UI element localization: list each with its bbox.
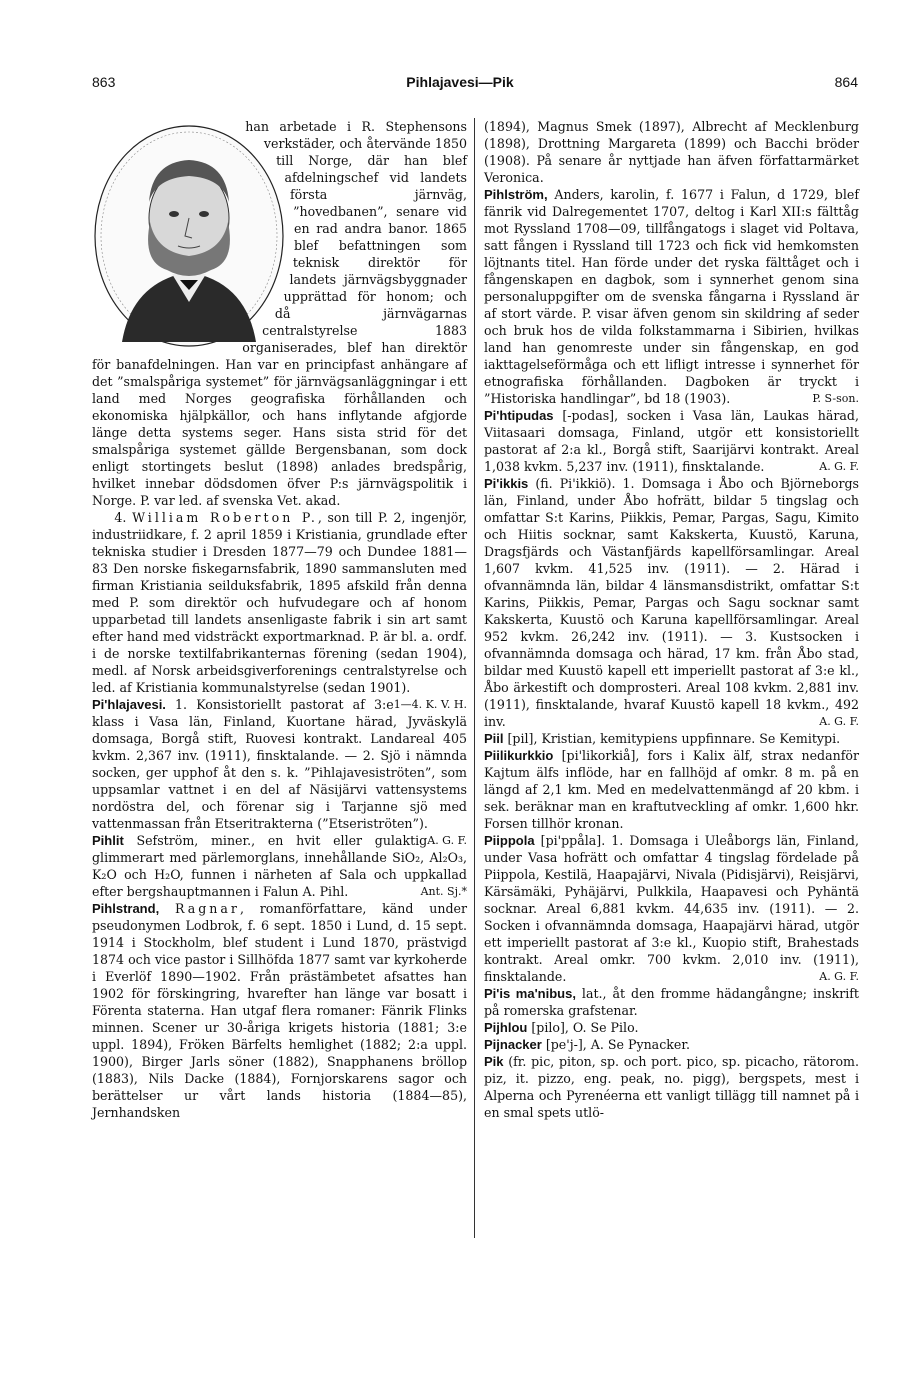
left-column — [92, 118, 467, 1121]
entry-text: [pi'likorkiå], fors i Kalix älf, strax nedanför Kajtum älfs inflöde, har en fallhöjd af omkr. 8 m. på en längd af 2,1 km. Med en medelvattenmängd af 20 kbm. i sek. beräknar man en kraftutveckling af omkr. 1,600 hkr. Forsen tillhör kronan. — [484, 748, 859, 831]
entry-headword: Piilikurkkio — [484, 748, 554, 763]
entry-number: 4. — [114, 510, 127, 525]
entry-pijhlou — [484, 1019, 859, 1036]
entry-headword: Pihlit — [92, 833, 124, 848]
entry-pijnacker — [484, 1036, 859, 1053]
entry-pik — [484, 1053, 859, 1121]
entry-headword: Pi'htipudas — [484, 408, 554, 423]
entry-signature: 1—4. K. V. H. — [393, 698, 467, 711]
entry-text: han arbetade i R. Stephensons verkstäder, och återvände 1850 till Norge, där han blef afdelningschef vid landets första järnväg, ”hovedbanen”, senare vid en rad andra banor. 1865 blef befattningen som teknisk direktör för landets järnvägsbyggnader upprättad för honom; och då järnvägarnas centralstyrelse 1883 organiserades, blef han direktör för banafdelningen. Han var en principfast anhängare af det ”smalspåriga systemet” för järnvägsanläggningar i ett land med Norges geografiska förhållanden och ekonomiska hjälpkällor, och hans inflytande afgjorde länge detta systems seger. Hans sista strid för det smalspåriga systemet gällde Bergensbanan, som dock enligt stortingets beslut (1898) anlades bredspårig, hvilket innebar dödsdomen öfver P:s järnvägspolitik i Norge. P. var led. af svenska Vet. akad. — [92, 119, 467, 508]
entry-text: (1894), Magnus Smek (1897), Albrecht af Mecklenburg (1898), Drottning Margareta (1899) och Bacchi bröder (1908). På senare år nyttjade han äfven författarmärket Veronica. — [484, 119, 859, 185]
entry-piis-manibus — [484, 985, 859, 1019]
entry-pihlstrand — [92, 900, 467, 1121]
entry-pihtipudas — [484, 407, 859, 475]
entry-signature: P. S-son. — [812, 392, 859, 405]
running-title: Pihlajavesi—Pik — [406, 74, 514, 90]
entry-text: [pi'ppåla]. 1. Domsaga i Uleåborgs län, Finland, under Vasa hofrätt och omfattar 4 tingslag fördelade på Piippola, Kestilä, Haapajärvi, Nivala (Pidisjärvi), Reisjärvi, Kärsämäki, Pyhäjärvi, Pulkkila, Haapavesi och Pyhäntä socknar. Areal 6,881 kvkm. 44,635 inv. (1911). — 2. Socken i ofvannämnda domsaga, Haapajärvi härad, utgör ett imperiellt pastorat af 3:e kl., Kuopio stift, Brahestads kontrakt. Areal omkr. 700 kvkm. 2,010 inv. (1911), finsktalande. — [484, 833, 859, 984]
entry-piil — [484, 730, 859, 747]
entry-headword: Pihlstrand, — [92, 901, 160, 916]
entry-pihlstrom — [484, 186, 859, 407]
entry-piippola — [484, 832, 859, 985]
column-divider — [474, 118, 475, 1238]
entry-text: Sefström, miner., en hvit eller gulaktig glimmerart med pärlemorglans, innehållande SiO₂, Al₂O₃, K₂O och H₂O, funnen i närheten af Sala och uppkallad efter bergshauptmannen i Falun A. Pihl. — [92, 833, 467, 899]
entry-signature: A. G. F. — [819, 715, 859, 728]
entry-signature: Ant. Sj.* — [420, 885, 467, 898]
right-column — [484, 118, 859, 1121]
entry-headword: Pi'hlajavesi. — [92, 697, 166, 712]
entry-text: , son till P. 2, ingenjör, industriidkare, f. 2 april 1859 i Kristiania, grundlade efter tekniska studier i Dresden 1877—79 och Dundee 1881—83 Den norske fiskegarnsfabrik, 1890 sammansluten med firman Kristiania seilduksfabrik, 1895 afskild från denna med P. som direktör och hufvudegare och af honom upparbetad till landets ansenligaste fabrik i sin art samt efter hand med vidsträckt exportmarknad. P. är bl. a. ordf. i de norske textilfabrikanternas förening (sedan 1904), medl. af Norsk arbeidsgiverforenings centralstyrelse och led. af Kristiania kommunalstyrelse (sedan 1901). — [92, 510, 467, 695]
entry-pihlit — [92, 832, 467, 900]
portrait-image — [92, 122, 286, 350]
entry-continuation — [92, 118, 467, 509]
entry-signature: A. G. F. — [819, 970, 859, 983]
entry-continuation — [484, 118, 859, 186]
entry-text: (fr. pic, piton, sp. och port. pico, sp. picacho, rätorom. piz, it. pizzo, eng. peak, no. pigg), bergspets, mest i Alperna och Pyrenéerna ett vanligt tillägg till namnet på i en smal spets utlö- — [484, 1054, 859, 1120]
entry-piikkis — [484, 475, 859, 730]
entry-text: [pe'j-], A. Se Pynacker. — [541, 1037, 690, 1052]
page-number-left: 863 — [92, 74, 116, 90]
entry-text: , romanförfattare, känd under pseudonymen Lodbrok, f. 6 sept. 1850 i Lund, d. 15 sept. 1914 i Stockholm, blef student i Lund 1870, prästvigd 1874 och vice pastor i Sillhöfda 1877 samt var kyrkoherde i Everlöf 1890—1902. Från prästämbetet afsattes han 1902 för förskingring, hvarefter han länge var bosatt i Förenta staterna. Han utgaf flera romaner: Fänrik Flinks minnen. Scener ur 30-åriga krigets historia (1881; 3:e uppl. 1894), Fröken Bärfelts hemlighet (1882; 2:a uppl. 1900), Birger Jarls söner (1882), Snapphanens bröllop (1883), Nils Dacke (1884), Fornjorskarens sagor och berättelser ur vårt lands historia (1884—85), Jernhandsken — [92, 901, 467, 1120]
entry-text: 1. Konsistoriellt pastorat af 3:e klass i Vasa län, Finland, Kuortane härad, Jyväskylä domsaga, Borgå stift, Ruovesi kontrakt. Landareal 405 kvkm. 2,367 inv. (1911), finsktalande. — 2. Sjö i nämnda socken, ger upphof åt den s. k. ”Pihlajavesiströten”, som uppsamlar vattnet i en del af Näsijärvi vattensystems nordöstra del, och förenar sig i Tarjanne sjö med vattenmassan från Etseritrakterna (”Etseriströten”). — [92, 697, 467, 831]
entry-headword: Piippola — [484, 833, 535, 848]
entry-text: Anders, karolin, f. 1677 i Falun, d 1729, blef fänrik vid Dalregementet 1707, deltog i Karl XII:s fälttåg mot Ryssland 1708—09, tillfångatogs i slaget vid Poltava, satt fången i Ryssland till 1723 och fick vid hemkomsten löjtnants titel. Han förde under det ryska fälttåget och i fångenskapen en dagbok, som i synnerhet genom sina personaluppgifter om de svenska fångarna i Ryssland är af stort värde. P. visar äfven genom sin skildring af seder och bruk hos de vilda folkstammarna i Sibirien, hvilkas land han genomreste under sin fångenskap, en god iakttagelseförmåga och ett lifligt intresse i synnerhet för etnografiska förhållanden. Dagboken är tryckt i ”Historiska handlingar”, bd 18 (1903). — [484, 187, 859, 406]
entry-text: [pil], Kristian, kemitypiens uppfinnare. Se Kemitypi. — [503, 731, 841, 746]
entry-headword: Pi'ikkis — [484, 476, 529, 491]
entry-signature: A. G. F. — [427, 834, 467, 847]
entry-text: lat., åt den fromme hädangångne; inskrift på romerska grafstenar. — [484, 986, 859, 1018]
entry-headword: Pi'is ma'nibus, — [484, 986, 576, 1001]
entry-headword: Pijhlou — [484, 1020, 528, 1035]
entry-headword: Pijnacker — [484, 1037, 542, 1052]
entry-headword: Pik — [484, 1054, 504, 1069]
entry-signature: A. G. F. — [819, 460, 859, 473]
entry-text: [-podas], socken i Vasa län, Laukas härad, Viitasaari domsaga, Finland, utgör ett konsistoriellt pastorat af 2:a kl., Borgå stift, Saarijärvi kontrakt. Areal 1,038 kvkm. 5,237 inv. (1911), finsktalande. — [484, 408, 859, 474]
entry-headword: Pihlström, — [484, 187, 548, 202]
entry-person-name: William Roberton P. — [132, 510, 318, 525]
page-number-right: 864 — [834, 74, 858, 90]
entry-text: [pilo], O. Se Pilo. — [527, 1020, 639, 1035]
page-header — [0, 74, 920, 94]
entry-text: (fi. Pi'ikkiö). 1. Domsaga i Åbo och Björneborgs län, Finland, under Åbo hofrätt, bildar 5 tingslag och omfattar S:t Karins, Piikkis, Pemar, Pargas, Sagu, Kimito och Hiitis socknar, samt Kakskerta, Kuustö, Karuna, Dragsfjärds och Västanfjärds kapellförsamlingar. Areal 1,607 kvkm. 41,525 inv. (1911). — 2. Härad i ofvannämnda län, bildar 4 länsmansdistrikt, omfattar S:t Karins, Piikkis, Pemar, Pargas och Sagu socknar samt Kakskerta, Kuustö och Karuna kapellförsamlingar. Areal 952 kvkm. 26,242 inv. (1911). — 3. Kustsocken i ofvannämnda domsaga och härad, 17 km. från Åbo stad, bildar med Kuustö kapell ett imperiellt pastorat af 3:e kl., Åbo ärkestift och domprosteri. Areal 108 kvkm. 2,881 inv. (1911), finsktalande, hvaraf Kuustö kapell 18 kvkm., 492 inv. — [484, 476, 859, 729]
entry-headword: Piil — [484, 731, 504, 746]
entry-piilikurkkio — [484, 747, 859, 832]
entry-person-name: Ragnar — [174, 901, 240, 916]
